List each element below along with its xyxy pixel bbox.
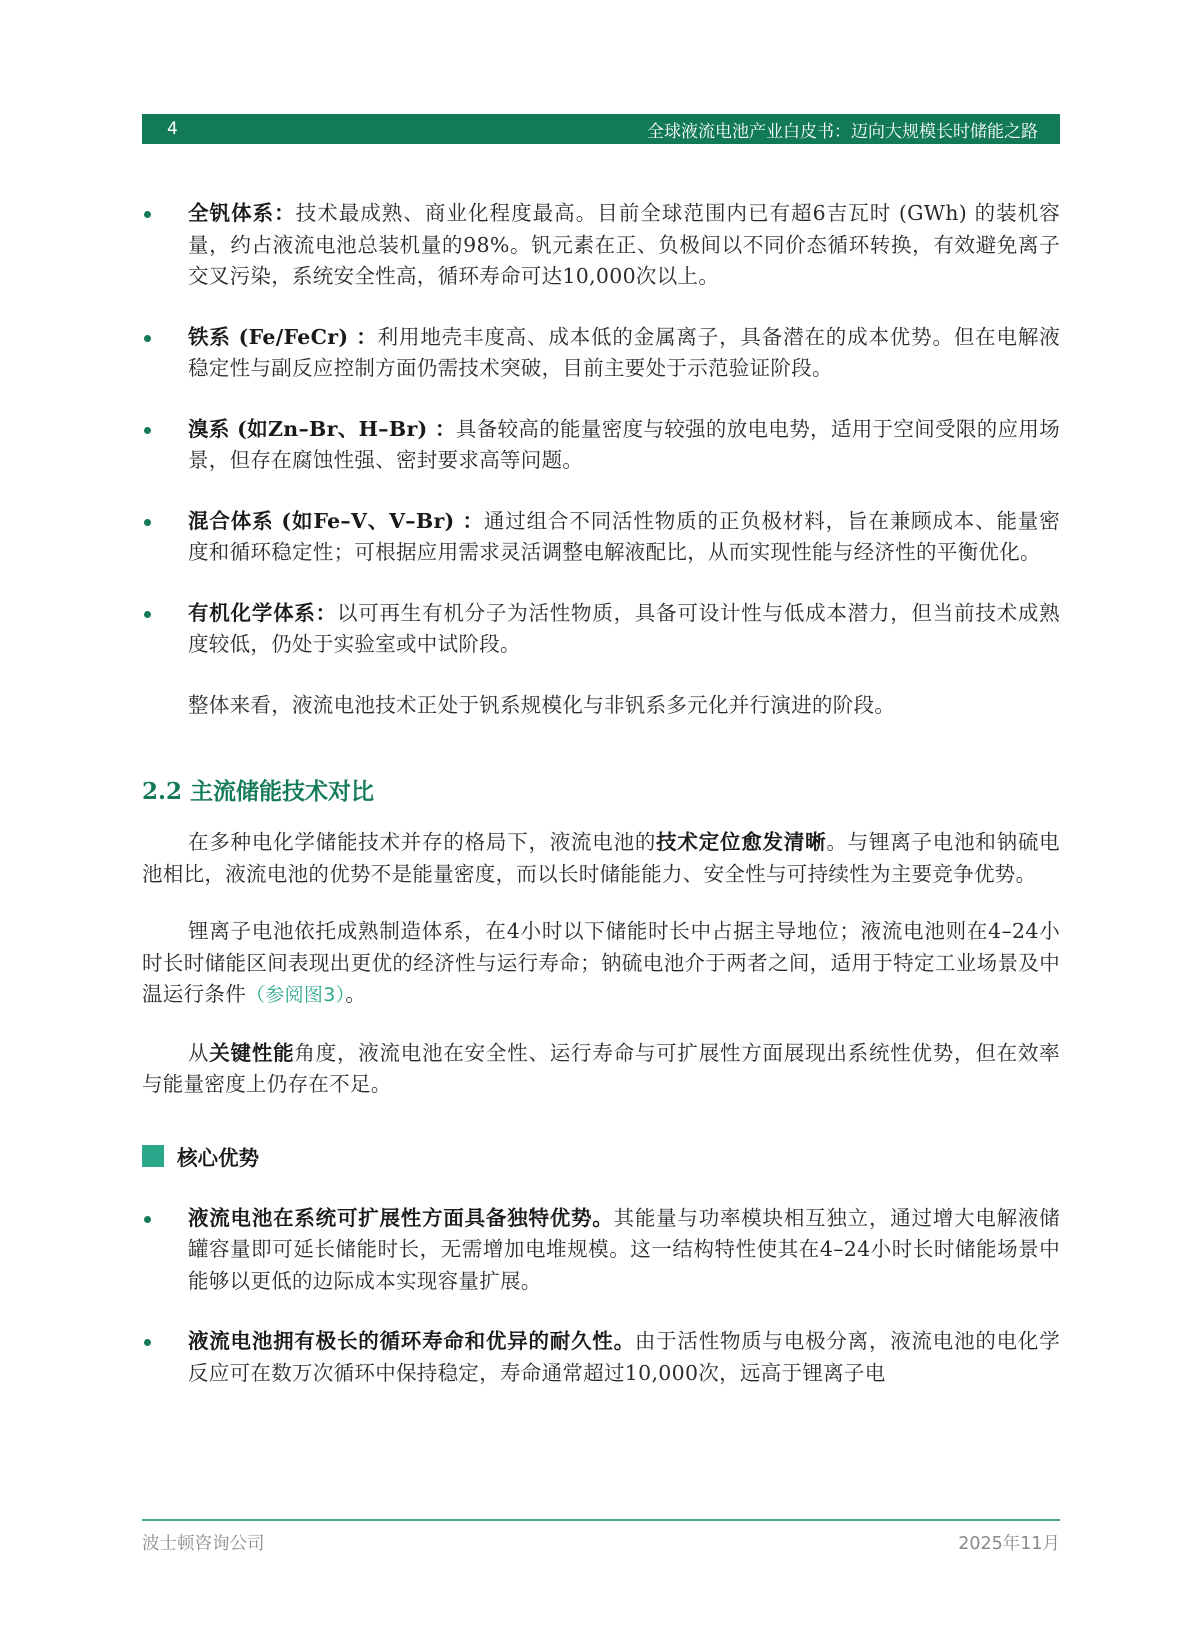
bullet-icon: [144, 519, 151, 526]
page-header-bar: [142, 114, 1060, 144]
list-item-text: 技术最成熟、商业化程度最高。目前全球范围内已有超6吉瓦时 (GWh) 的装机容量，约占液流电池总装机量的98%。钒元素在正、负极间以不同价态循环转换，有效避免离子交叉污染，系统安全性高，循环寿命可达10,000次以上。: [188, 201, 1061, 288]
paragraph-text: 锂离子电池依托成熟制造体系，在4小时以下储能时长中占据主导地位；液流电池则在4–24小时长时储能区间表现出更优的经济性与运行寿命；钠硫电池介于两者之间，适用于特定工业场景及中温运行条件: [142, 919, 1060, 1006]
paragraph-text: 角度，液流电池在安全性、运行寿命与可扩展性方面展现出系统性优势，但在效率与能量密度上仍存在不足。: [142, 1040, 1060, 1096]
list-item-term: 液流电池在系统可扩展性方面具备独特优势。: [188, 1205, 614, 1230]
list-item-cycle-life: [142, 1326, 1060, 1389]
document-title: 全球液流电池产业白皮书：迈向大规模长时储能之路: [647, 121, 1038, 142]
bullet-icon: [144, 335, 151, 342]
list-item-term: 溴系 (如Zn–Br、H–Br) ：: [188, 416, 456, 441]
subheading-label: 核心优势: [177, 1145, 259, 1170]
list-item-iron: [142, 322, 1060, 385]
list-item-term: 有机化学体系：: [188, 600, 337, 625]
bullet-icon: [144, 1339, 151, 1346]
footer-date: 2025年11月: [958, 1534, 1060, 1554]
footer-company: 波士顿咨询公司: [142, 1534, 265, 1554]
paragraph-bold-text: 关键性能: [209, 1040, 295, 1065]
bullet-icon: [144, 1216, 151, 1223]
paragraph-positioning: [142, 827, 1060, 890]
list-item-term: 混合体系 (如Fe–V、V–Br) ：: [188, 508, 484, 533]
paragraph-text: 。: [345, 982, 367, 1006]
list-item-text: 以可再生有机分子为活性物质，具备可设计性与低成本潜力，但当前技术成熟度较低，仍处于实验室或中试阶段。: [188, 600, 1060, 656]
list-item-term: 液流电池拥有极长的循环寿命和优异的耐久性。: [188, 1329, 635, 1353]
paragraph-bold-text: 技术定位愈发清晰: [656, 830, 827, 854]
core-advantages-heading: [142, 1141, 1060, 1171]
bullet-icon: [144, 211, 151, 218]
paragraph-performance: [142, 1038, 1060, 1101]
paragraph-text: 在多种电化学储能技术并存的格局下，液流电池的: [188, 830, 657, 854]
page-footer: [142, 1530, 1060, 1555]
list-item-bromine: [142, 414, 1060, 477]
list-item-vanadium: [142, 198, 1060, 293]
bullet-icon: [144, 611, 151, 618]
list-item-organic: [142, 598, 1060, 661]
summary-paragraph: 整体来看，液流电池技术正处于钒系规模化与非钒系多元化并行演进的阶段。: [188, 692, 896, 717]
footer-divider: [142, 1519, 1060, 1521]
paragraph-text: 。与锂离子电池和钠硫电池相比，液流电池的优势不是能量密度，而以长时储能能力、安全性与可持续性为主要竞争优势。: [142, 830, 1060, 886]
list-item-term: 铁系 (Fe/FeCr) ：: [188, 324, 378, 349]
list-item-text: 通过组合不同活性物质的正负极材料，旨在兼顾成本、能量密度和循环稳定性；可根据应用需求灵活调整电解液配比，从而实现性能与经济性的平衡优化。: [188, 508, 1060, 564]
list-item-hybrid: [142, 506, 1060, 569]
page-number: 4: [167, 119, 178, 139]
list-item-text: 具备较高的能量密度与较强的放电电势，适用于空间受限的应用场景，但存在腐蚀性强、密封要求高等问题。: [188, 416, 1060, 472]
paragraph-text: 从: [188, 1040, 210, 1065]
list-item-term: 全钒体系：: [188, 201, 296, 225]
list-item-scalability: [142, 1203, 1060, 1298]
list-item-text: 利用地壳丰度高、成本低的金属离子，具备潜在的成本优势。但在电解液稳定性与副反应控制方面仍需技术突破，目前主要处于示范验证阶段。: [188, 324, 1060, 380]
section-title: 2.2 主流储能技术对比: [142, 778, 375, 805]
list-item-text: 由于活性物质与电极分离，液流电池的电化学反应可在数万次循环中保持稳定，寿命通常超过10,000次，远高于锂离子电: [188, 1329, 1060, 1385]
square-marker-icon: [142, 1145, 164, 1167]
paragraph-duration: [142, 916, 1060, 1012]
page-content: [142, 198, 1060, 1418]
figure-reference-link[interactable]: （参阅图3）: [246, 984, 346, 1006]
bullet-icon: [144, 427, 151, 434]
list-item-text: 其能量与功率模块相互独立，通过增大电解液储罐容量即可延长储能时长，无需增加电堆规模。这一结构特性使其在4–24小时长时储能场景中能够以更低的边际成本实现容量扩展。: [188, 1205, 1060, 1293]
